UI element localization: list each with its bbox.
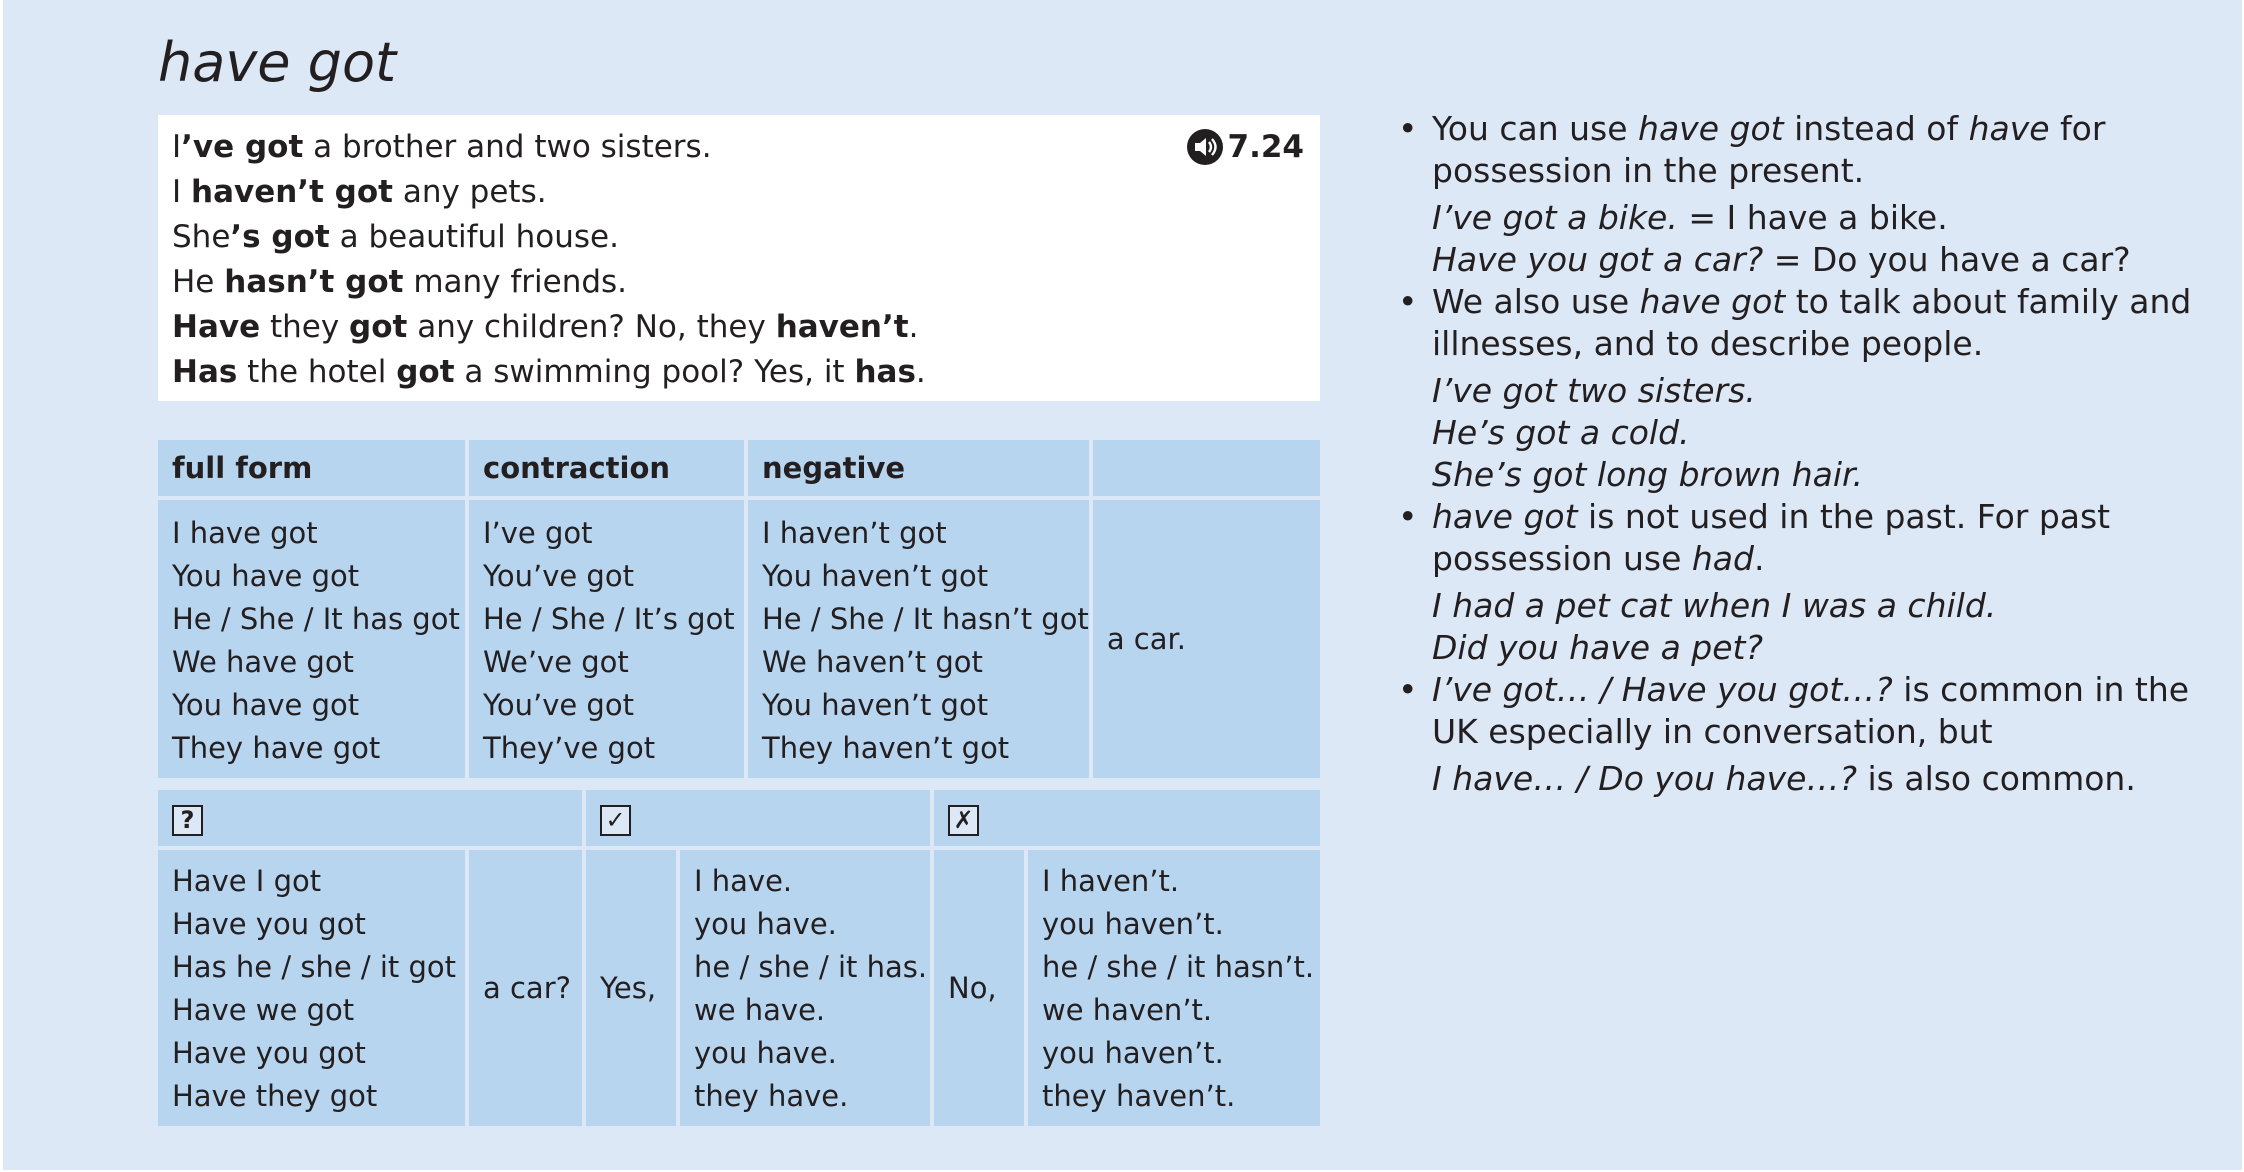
negative-column [748,500,1089,778]
note-example [1432,627,2218,669]
table-cell-line: You have got [172,688,360,722]
text-segment: We also use [1432,282,1640,321]
table-cell-line: They’ve got [483,731,656,765]
no-header [934,790,1320,846]
bold-text: has [854,354,916,390]
text-segment: they [260,309,350,345]
examples-box [158,115,1320,401]
questions-column [158,850,465,1126]
italic-text: have got [1639,282,1786,321]
text-segment: I [172,129,182,165]
no-answers-column [1028,850,1320,1126]
header-full-form: full form [158,440,465,496]
bold-text: got [396,354,455,390]
table-cell-line: You’ve got [483,688,634,722]
italic-text: had [1691,539,1754,578]
table-cell-line: We haven’t got [762,645,983,679]
header-contraction: contraction [469,440,744,496]
italic-text: Have you got a car? [1432,240,1764,279]
full-form-column [158,500,465,778]
check-mark-icon: ✓ [600,805,631,836]
note-example [1432,758,2218,800]
text-segment: instead of [1783,109,1969,148]
note-example [1432,370,2218,412]
table-cell-line: I have. [694,864,793,898]
question-object-cell: a car? [469,850,582,1126]
table-cell-line: He / She / It has got [172,602,460,636]
table-cell-line: you have. [694,907,837,941]
header-extra [1093,440,1320,496]
bullet-icon: • [1398,109,1418,148]
text-segment: . [1753,539,1765,578]
text-segment: a beautiful house. [329,219,619,255]
grammar-panel [3,0,2242,1170]
italic-text: I’ve got… / Have you got…? [1432,670,1893,709]
bold-text: Have [172,309,261,345]
note-example [1432,239,2218,281]
table-cell-line: they have. [694,1079,849,1113]
questions-table [154,786,1324,1130]
note-example [1432,197,2218,239]
note-example [1432,412,2218,454]
text-segment: any pets. [392,174,547,210]
table-cell-line: They have got [172,731,381,765]
table-cell-line: We’ve got [483,645,629,679]
forms-table-body [158,500,1320,778]
speaker-icon [1186,128,1224,166]
note-text [1432,669,2218,753]
table-cell-line: He / She / It’s got [483,602,735,636]
text-segment: is also common. [1857,759,2136,798]
table-cell-line: I haven’t got [762,516,947,550]
text-segment: I [172,174,191,210]
table-cell-line: We have got [172,645,354,679]
text-segment: She [172,219,231,255]
bold-text: ’s got [230,219,330,255]
note-item [1398,669,2218,800]
table-cell-line: Have I got [172,864,322,898]
example-sentence [172,350,1320,395]
text-segment: He [172,264,225,300]
table-cell-line: you have. [694,1036,837,1070]
note-text [1432,496,2218,580]
text-segment: . [908,309,919,345]
questions-table-body [158,850,1320,1126]
audio-track-number: 7.24 [1227,129,1304,165]
text-segment: a brother and two sisters. [303,129,712,165]
table-cell-line: Have you got [172,1036,366,1070]
bullet-icon: • [1398,670,1418,709]
yes-header [586,790,930,846]
table-cell-line: He / She / It hasn’t got [762,602,1089,636]
bold-text: hasn’t got [224,264,404,300]
italic-text: have got [1432,497,1578,536]
table-cell-line: Have we got [172,993,355,1027]
table-cell-line: You haven’t got [762,559,989,593]
text-segment: the hotel [237,354,397,390]
italic-text: She’s got long brown hair. [1432,455,1864,494]
text-segment: to talk about family and illnesses, and to describe people. [1432,282,2192,363]
table-cell-line: I’ve got [483,516,593,550]
forms-table [154,436,1324,782]
question-mark-icon: ? [172,805,203,836]
table-cell-line: You haven’t got [762,688,989,722]
example-sentence [172,170,1320,215]
bold-text: haven’t got [191,174,393,210]
bold-text: got [349,309,408,345]
italic-text: have [1968,109,2050,148]
italic-text: I had a pet cat when I was a child. [1432,586,1997,625]
example-sentences [172,125,1320,395]
note-text [1432,108,2218,192]
italic-text: I have… / Do you have…? [1432,759,1857,798]
table-cell-line: you haven’t. [1042,1036,1224,1070]
cross-mark-icon: ✗ [948,805,979,836]
note-example [1432,585,2218,627]
page-title: have got [158,31,397,94]
text-segment: is not used in the past. For past possession use [1432,497,2111,578]
audio-button[interactable] [1186,127,1305,167]
example-sentence [172,125,1320,170]
header-negative: negative [748,440,1089,496]
yes-answers-column [680,850,930,1126]
bullet-icon: • [1398,497,1418,536]
text-segment: = I have a bike. [1677,198,1948,237]
table-cell-line: Have you got [172,907,366,941]
italic-text: He’s got a cold. [1432,413,1690,452]
question-header [158,790,582,846]
example-sentence [172,215,1320,260]
bold-text: Has [172,354,238,390]
table-cell-line: I have got [172,516,318,550]
questions-table-header [158,790,1320,846]
italic-text: I’ve got a bike. [1432,198,1678,237]
text-segment: . [915,354,926,390]
italic-text: have got [1638,109,1784,148]
table-cell-line: he / she / it has. [694,950,928,984]
note-item [1398,496,2218,669]
table-cell-line: we have. [694,993,826,1027]
text-segment: any children? No, they [407,309,776,345]
table-cell-line: I haven’t. [1042,864,1180,898]
text-segment: for possession in the present. [1432,109,2106,190]
example-sentence [172,260,1320,305]
table-cell-line: we haven’t. [1042,993,1213,1027]
note-text [1432,281,2218,365]
text-segment: many friends. [403,264,628,300]
object-cell: a car. [1093,500,1320,778]
table-cell-line: he / she / it hasn’t. [1042,950,1315,984]
yes-label: Yes, [586,850,676,1126]
bold-text: haven’t [775,309,909,345]
no-label: No, [934,850,1024,1126]
example-sentence [172,305,1320,350]
text-segment: is common in the UK especially in conversation, but [1432,670,2190,751]
bullet-icon: • [1398,282,1418,321]
contraction-column [469,500,744,778]
italic-text: Did you have a pet? [1432,628,1764,667]
table-cell-line: they haven’t. [1042,1079,1236,1113]
table-cell-line: Have they got [172,1079,378,1113]
table-cell-line: They haven’t got [762,731,1010,765]
note-item [1398,281,2218,496]
text-segment: a swimming pool? Yes, it [454,354,855,390]
forms-table-header [158,440,1320,496]
text-segment: You can use [1432,109,1639,148]
note-item [1398,108,2218,281]
table-cell-line: you haven’t. [1042,907,1224,941]
table-cell-line: You’ve got [483,559,634,593]
table-cell-line: You have got [172,559,360,593]
table-cell-line: Has he / she / it got [172,950,457,984]
text-segment: = Do you have a car? [1763,240,2131,279]
grammar-notes [1398,108,2218,800]
bold-text: ’ve got [181,129,304,165]
note-example [1432,454,2218,496]
italic-text: I’ve got two sisters. [1432,371,1756,410]
